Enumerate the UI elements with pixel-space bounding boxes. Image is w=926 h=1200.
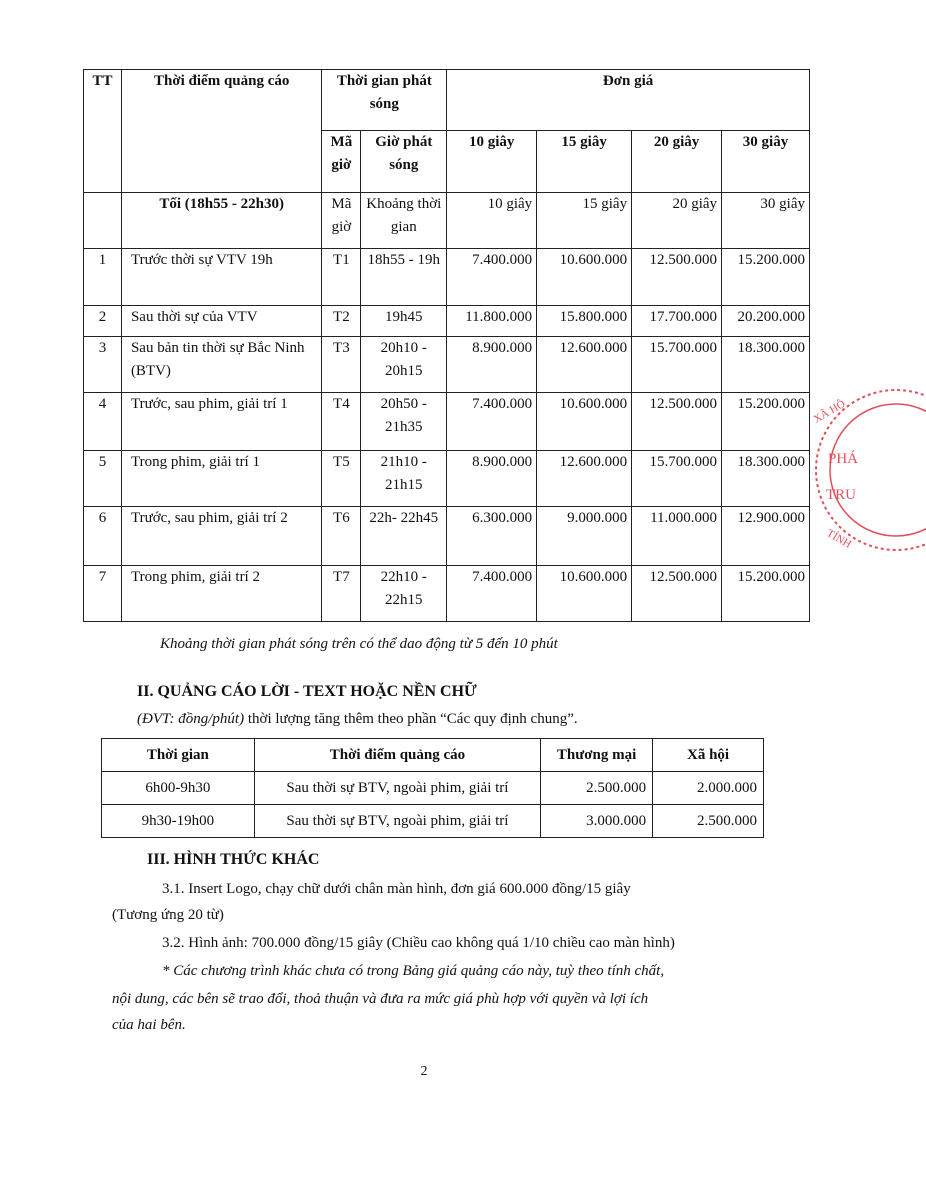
header-tt: TT: [84, 70, 122, 193]
row-price-15s: 15.800.000: [537, 306, 632, 337]
section-3-heading: III. HÌNH THỨC KHÁC: [147, 851, 320, 868]
item-3-2: 3.2. Hình ảnh: 700.000 đồng/15 giây (Chiều cao không quá 1/10 chiều cao màn hình): [162, 935, 675, 951]
header-unit-price: Đơn giá: [447, 70, 810, 131]
row-price-30s: 15.200.000: [722, 249, 810, 306]
row-slot: Trước thời sự VTV 19h: [121, 249, 321, 306]
header-20s: 20 giây: [632, 131, 722, 193]
text-ad-table: [101, 738, 764, 838]
row-price-30s: 18.300.000: [722, 337, 810, 393]
row-price-30s: 18.300.000: [722, 451, 810, 507]
row-code: T6: [322, 507, 361, 566]
section-2-note: [137, 711, 578, 728]
row-tt: 5: [84, 451, 122, 507]
row-time: 9h30-19h00: [102, 805, 255, 838]
row-time: 18h55 - 19h: [361, 249, 447, 306]
row-time: 6h00-9h30: [102, 772, 255, 805]
row-price-10s: 8.900.000: [447, 337, 537, 393]
note-line-3: của hai bên.: [112, 1017, 186, 1033]
row-price-15s: 9.000.000: [537, 507, 632, 566]
note-text: thời lượng tăng thêm theo phần “Các quy định chung”.: [244, 711, 578, 727]
row-tt: 6: [84, 507, 122, 566]
row-commercial: 2.500.000: [541, 772, 653, 805]
row-code: T1: [322, 249, 361, 306]
note-line-2: nội dung, các bên sẽ trao đổi, thoả thuận và đưa ra mức giá phù hợp với quyền và lợi ích: [112, 991, 649, 1007]
row-slot: Sau thời sự BTV, ngoài phim, giải trí: [254, 805, 540, 838]
seal-inner-ring: [830, 404, 926, 536]
table-row: [84, 393, 810, 451]
row-code: T2: [322, 306, 361, 337]
table-row: [102, 805, 764, 838]
row-time: 22h- 22h45: [361, 507, 447, 566]
section-30s: 30 giây: [722, 193, 810, 249]
row-price-20s: 12.500.000: [632, 566, 722, 622]
section-15s: 15 giây: [537, 193, 632, 249]
row-price-10s: 8.900.000: [447, 451, 537, 507]
table-row: [84, 249, 810, 306]
row-code: T4: [322, 393, 361, 451]
row-tt: 2: [84, 306, 122, 337]
row-price-15s: 12.600.000: [537, 337, 632, 393]
row-social: 2.500.000: [653, 805, 764, 838]
row-price-10s: 6.300.000: [447, 507, 537, 566]
row-slot: Trước, sau phim, giải trí 1: [121, 393, 321, 451]
row-time: 21h10 - 21h15: [361, 451, 447, 507]
row-price-10s: 7.400.000: [447, 249, 537, 306]
row-time: 20h50 - 21h35: [361, 393, 447, 451]
header-code: Mã giờ: [322, 131, 361, 193]
seal-text: PHÁ: [828, 451, 859, 467]
row-price-15s: 10.600.000: [537, 566, 632, 622]
row-slot: Trong phim, giải trí 1: [121, 451, 321, 507]
row-code: T3: [322, 337, 361, 393]
section-10s: 10 giây: [447, 193, 537, 249]
row-slot: Trước, sau phim, giải trí 2: [121, 507, 321, 566]
table-row: [84, 566, 810, 622]
row-tt: 1: [84, 249, 122, 306]
header-air-time: Giờ phát sóng: [361, 131, 447, 193]
section-20s: 20 giây: [632, 193, 722, 249]
row-price-15s: 10.600.000: [537, 393, 632, 451]
seal-text: TRU: [826, 487, 856, 503]
item-3-1-line-2: (Tương ứng 20 từ): [112, 907, 224, 923]
row-price-30s: 20.200.000: [722, 306, 810, 337]
row-price-10s: 7.400.000: [447, 566, 537, 622]
table-row: [84, 451, 810, 507]
row-tt: 7: [84, 566, 122, 622]
row-price-20s: 12.500.000: [632, 393, 722, 451]
row-time: 19h45: [361, 306, 447, 337]
page-number: 2: [420, 1064, 428, 1079]
section-label: Tối (18h55 - 22h30): [121, 193, 321, 249]
row-tt: 3: [84, 337, 122, 393]
row-price-10s: 11.800.000: [447, 306, 537, 337]
header-30s: 30 giây: [722, 131, 810, 193]
row-social: 2.000.000: [653, 772, 764, 805]
row-price-15s: 10.600.000: [537, 249, 632, 306]
row-price-20s: 12.500.000: [632, 249, 722, 306]
header-slot: Thời điểm quảng cáo: [254, 739, 540, 772]
row-commercial: 3.000.000: [541, 805, 653, 838]
row-price-30s: 15.200.000: [722, 393, 810, 451]
section-interval: Khoảng thời gian: [361, 193, 447, 249]
row-price-20s: 11.000.000: [632, 507, 722, 566]
row-slot: Sau thời sự BTV, ngoài phim, giải trí: [254, 772, 540, 805]
price-table: [83, 69, 810, 622]
row-slot: Sau bản tin thời sự Bắc Ninh (BTV): [121, 337, 321, 393]
row-price-20s: 17.700.000: [632, 306, 722, 337]
row-time: 20h10 - 20h15: [361, 337, 447, 393]
section-code: Mã giờ: [322, 193, 361, 249]
seal-text: TỈNH: [824, 527, 854, 551]
row-price-20s: 15.700.000: [632, 337, 722, 393]
header-commercial: Thương mại: [541, 739, 653, 772]
row-code: T7: [322, 566, 361, 622]
row-price-15s: 12.600.000: [537, 451, 632, 507]
table-caption: Khoảng thời gian phát sóng trên có thể dao động từ 5 đến 10 phút: [160, 636, 558, 652]
table-row: [84, 507, 810, 566]
header-social: Xã hội: [653, 739, 764, 772]
seal-text: XÃ HỘ: [811, 397, 848, 426]
header-10s: 10 giây: [447, 131, 537, 193]
header-time: Thời gian: [102, 739, 255, 772]
row-slot: Sau thời sự của VTV: [121, 306, 321, 337]
row-price-20s: 15.700.000: [632, 451, 722, 507]
header-broadcast-time: Thời gian phát sóng: [322, 70, 447, 131]
official-seal: [806, 385, 926, 555]
header-15s: 15 giây: [537, 131, 632, 193]
row-price-30s: 15.200.000: [722, 566, 810, 622]
note-line-1: * Các chương trình khác chưa có trong Bảng giá quảng cáo này, tuỳ theo tính chất,: [162, 963, 665, 979]
table-row: [84, 306, 810, 337]
row-time: 22h10 - 22h15: [361, 566, 447, 622]
unit-note: (ĐVT: đồng/phút): [137, 711, 245, 727]
row-price-30s: 12.900.000: [722, 507, 810, 566]
table-row: [102, 772, 764, 805]
section-2-heading: II. QUẢNG CÁO LỜI - TEXT HOẶC NỀN CHỮ: [137, 683, 477, 700]
item-3-1-line-1: 3.1. Insert Logo, chạy chữ dưới chân màn hình, đơn giá 600.000 đồng/15 giây: [162, 881, 631, 897]
row-code: T5: [322, 451, 361, 507]
table-row: [84, 337, 810, 393]
header-time-slot: Thời điểm quảng cáo: [121, 70, 321, 193]
section-row: [84, 193, 810, 249]
row-slot: Trong phim, giải trí 2: [121, 566, 321, 622]
row-price-10s: 7.400.000: [447, 393, 537, 451]
row-tt: 4: [84, 393, 122, 451]
